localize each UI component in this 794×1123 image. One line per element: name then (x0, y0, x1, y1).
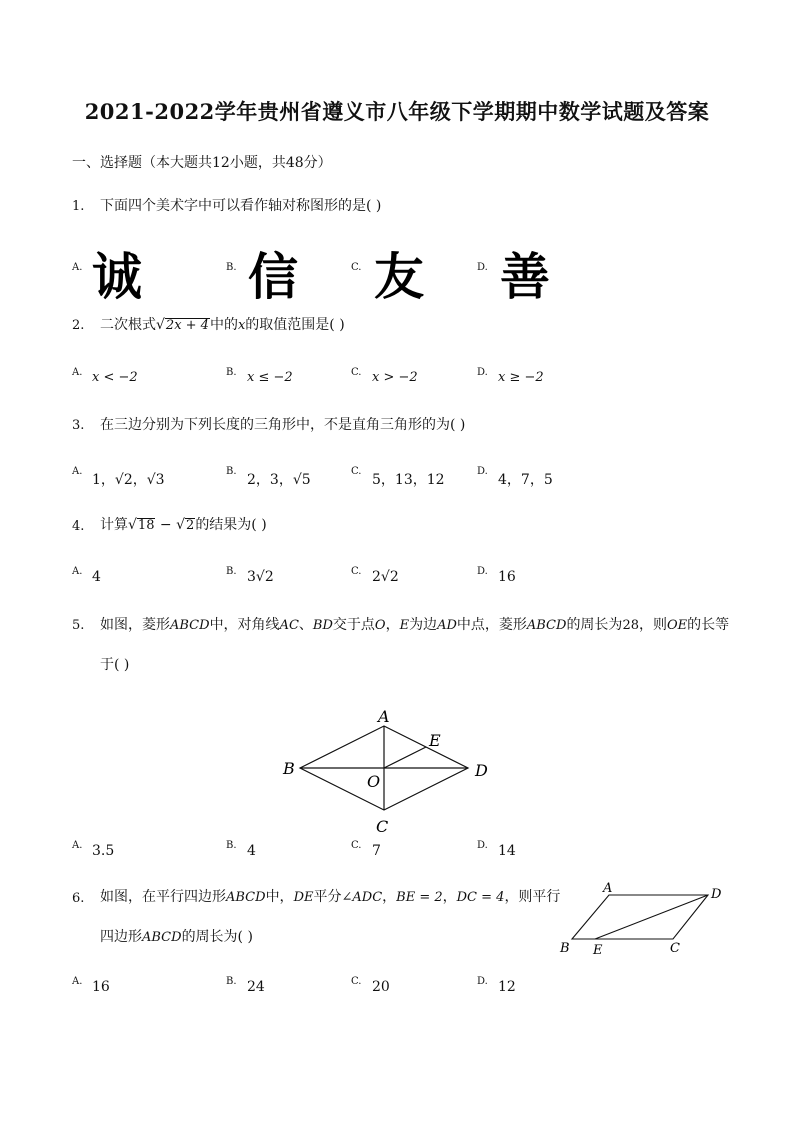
option-value-c: x > −2 (372, 370, 418, 385)
option-value-b: 24 (247, 979, 265, 995)
radical-sign: √ (176, 517, 186, 533)
text-fragment: 中点，菱形 (456, 617, 527, 633)
option-value-d: 14 (498, 843, 516, 859)
radical-sign: √ (128, 517, 137, 533)
text-fragment: 交于点 (332, 617, 375, 633)
point-label-a: A (603, 881, 613, 896)
text-fragment: 计算 (100, 517, 128, 533)
option-label-c: C. (351, 466, 362, 477)
radicand: 2 (186, 518, 195, 533)
option-value-d: 12 (498, 979, 516, 995)
point-label-b: B (560, 941, 570, 956)
option-label-c: C. (351, 367, 362, 378)
point-label-a: A (378, 707, 390, 726)
option-label-c: C. (351, 840, 362, 851)
text-fragment: 的周长为( ) (181, 929, 253, 945)
math-fragment: OE (666, 618, 688, 633)
option-label-d: D. (477, 976, 488, 987)
minus-sign: − (155, 517, 177, 533)
text-fragment: ，则平行 (504, 889, 561, 905)
option-label-a: A. (72, 840, 83, 851)
option-label-a: A. (72, 367, 83, 378)
math-fragment: DC = 4 (456, 890, 505, 905)
question-number: 1. (72, 199, 85, 214)
option-label-c: C. (351, 262, 362, 273)
parallelogram-outline (572, 895, 708, 939)
option-value-b: 4 (247, 843, 256, 859)
option-label-a: A. (72, 976, 83, 987)
math-fragment: ABCD (226, 890, 266, 905)
question-text: 下面四个美术字中可以看作轴对称图形的是( ) (100, 198, 382, 214)
point-label-o: O (367, 772, 381, 791)
text-fragment: 中的 (209, 317, 238, 333)
text-fragment: 二次根式 (100, 317, 156, 333)
option-value-a: 16 (92, 979, 110, 995)
option-label-b: B. (226, 466, 237, 477)
text-fragment: 的取值范围是( ) (245, 317, 345, 333)
option-label-d: D. (477, 566, 488, 577)
option-label-b: B. (226, 976, 237, 987)
point-label-e: E (593, 943, 603, 958)
document-title: 2021-2022学年贵州省遵义市八年级下学期期中数学试题及答案 (84, 99, 710, 124)
option-value-a: x < −2 (92, 370, 138, 385)
point-label-b: B (283, 759, 295, 778)
question-number: 5. (72, 618, 85, 633)
question-text (100, 514, 267, 534)
text-fragment: ， (382, 889, 397, 905)
math-fragment: O (374, 618, 386, 633)
option-value-c: 2√2 (372, 569, 399, 585)
question-number: 4. (72, 519, 85, 534)
text-fragment: 为边 (409, 617, 438, 633)
point-label-d: D (475, 761, 488, 780)
math-fragment: BE = 2 (396, 890, 443, 905)
text-fragment: ， (442, 889, 457, 905)
section-heading: 一、选择题（本大题共12小题，共48分） (72, 155, 332, 171)
option-value-a: 3.5 (92, 843, 115, 859)
question-number: 3. (72, 418, 85, 433)
math-fragment: E (399, 618, 410, 633)
text-fragment: 中， (265, 889, 294, 905)
option-value-d: 4，7，5 (498, 472, 553, 488)
option-label-b: B. (226, 262, 237, 273)
text-fragment: ，则 (638, 617, 667, 633)
option-value-c: 20 (372, 979, 390, 995)
option-label-b: B. (226, 840, 237, 851)
option-value-c: 7 (372, 843, 381, 859)
question-number: 2. (72, 318, 85, 333)
text-fragment: 如图，在平行四边形 (100, 889, 226, 905)
math-fragment: BD (312, 618, 333, 633)
text-fragment: ， (385, 617, 400, 633)
option-value-c: 5，13，12 (372, 472, 445, 488)
option-value-d: x ≥ −2 (498, 370, 544, 385)
question-text: 在三边分别为下列长度的三角形中，不是直角三角形的为( ) (100, 417, 466, 433)
question-number: 6. (72, 891, 85, 906)
option-value-d: 16 (498, 569, 516, 585)
math-fragment: AC (279, 618, 299, 633)
option-label-c: C. (351, 976, 362, 987)
option-label-c: C. (351, 566, 362, 577)
option-value-a: 4 (92, 569, 101, 585)
option-label-d: D. (477, 840, 488, 851)
math-fragment: ABCD (526, 618, 567, 633)
question-text-line-2 (100, 926, 253, 946)
option-glyph-a: 诚 (92, 248, 142, 306)
variable: x (237, 318, 246, 333)
option-label-d: D. (477, 367, 488, 378)
math-fragment: DE (293, 890, 314, 905)
point-label-e: E (429, 731, 441, 750)
math-fragment: ABCD (142, 930, 182, 945)
radicand: 2x + 4 (165, 318, 209, 333)
question-text-line-1 (100, 614, 729, 634)
radical-sign: √ (156, 317, 165, 333)
math-fragment: ∠ADC (341, 890, 383, 905)
point-label-d: D (711, 887, 722, 902)
text-fragment: 中，对角线 (209, 617, 280, 633)
option-label-d: D. (477, 466, 488, 477)
point-label-c: C (670, 941, 680, 956)
radicand: 18 (137, 518, 155, 533)
parallelogram-figure (552, 878, 732, 960)
option-label-b: B. (226, 566, 237, 577)
option-glyph-c: 友 (374, 248, 424, 306)
rhombus-figure (270, 700, 500, 840)
text-fragment: 平分 (313, 889, 342, 905)
option-glyph-d: 善 (500, 248, 550, 306)
option-glyph-b: 信 (248, 248, 298, 306)
question-text (100, 314, 345, 334)
question-text-line-2: 于( ) (100, 657, 130, 673)
text-fragment: 的结果为( ) (195, 517, 267, 533)
point-label-c: C (376, 817, 389, 836)
math-fragment: AD (437, 618, 457, 633)
option-value-b: 2，3，√5 (247, 472, 311, 488)
math-fragment: 28 (622, 618, 639, 633)
option-label-a: A. (72, 466, 83, 477)
text-fragment: 的周长为 (566, 617, 623, 633)
text-fragment: 如图，菱形 (100, 617, 170, 633)
text-fragment: 的长等 (687, 617, 730, 633)
segment-oe (384, 747, 426, 768)
option-value-a: 1，√2，√3 (92, 472, 165, 488)
option-label-b: B. (226, 367, 237, 378)
question-text-line-1 (100, 886, 560, 906)
math-fragment: ABCD (170, 618, 210, 633)
text-fragment: 四边形 (100, 929, 142, 945)
option-label-d: D. (477, 262, 488, 273)
option-value-b: x ≤ −2 (247, 370, 293, 385)
option-label-a: A. (72, 566, 83, 577)
option-value-b: 3√2 (247, 569, 274, 585)
text-fragment: 、 (298, 617, 313, 633)
option-label-a: A. (72, 262, 83, 273)
